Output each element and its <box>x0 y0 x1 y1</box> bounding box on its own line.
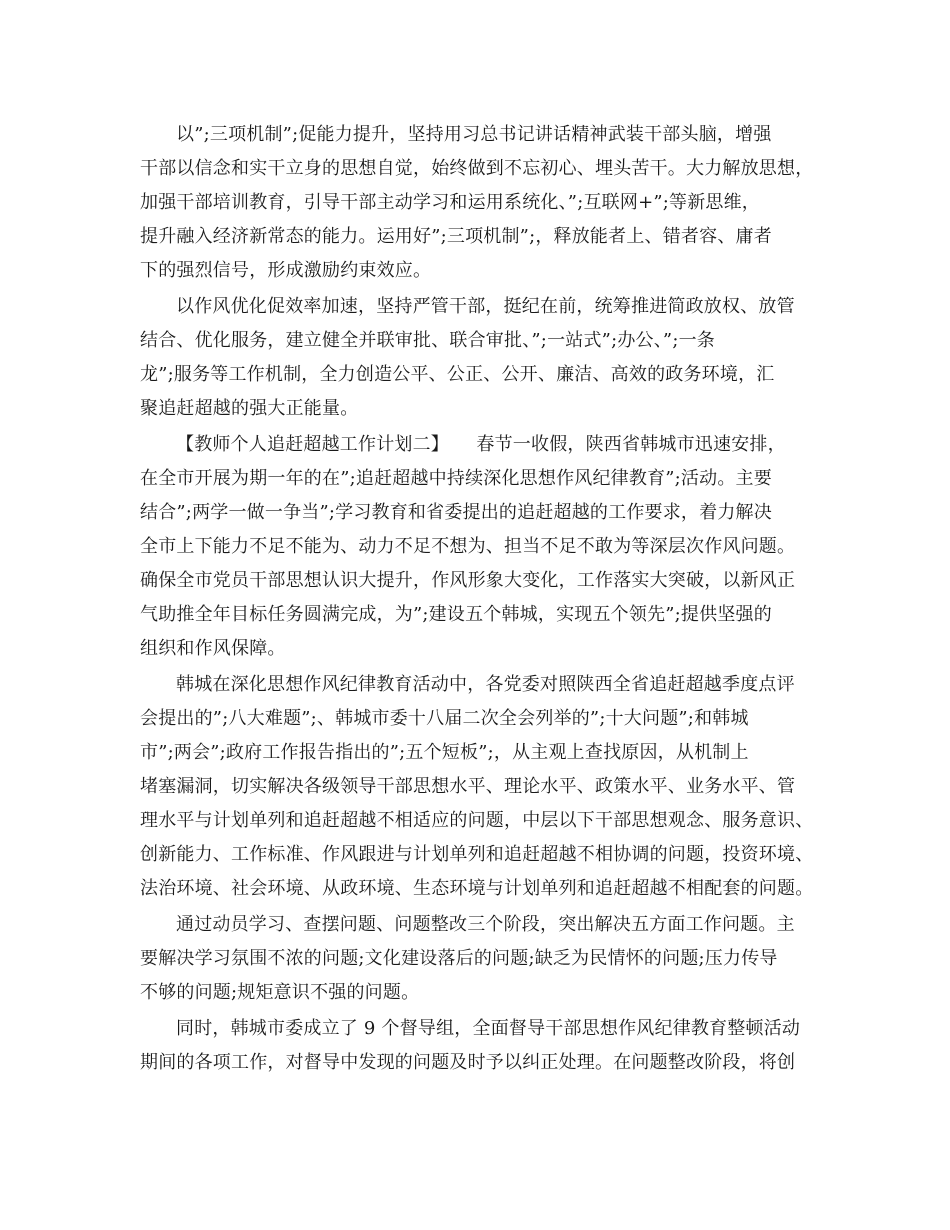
text-line: 在全市开展为期一年的在”;追赶超越中持续深化思想作风纪律教育”;活动。主要 <box>140 468 772 489</box>
text-line: 龙”;服务等工作机制，全力创造公平、公正、公开、廉洁、高效的政务环境，汇 <box>140 364 775 385</box>
text-line: 同时，韩城市委成立了 9 个督导组，全面督导干部思想作风纪律教育整顿活动 <box>176 1018 801 1039</box>
text-line: 期间的各项工作，对督导中发现的问题及时予以纠正处理。在问题整改阶段，将创 <box>140 1052 796 1073</box>
paragraph <box>140 428 820 666</box>
text-line: 通过动员学习、查摆问题、问题整改三个阶段，突出解决五方面工作问题。主 <box>176 914 795 935</box>
text-line: 不够的问题;规矩意识不强的问题。 <box>140 982 420 1003</box>
text-line: 法治环境、社会环境、从政环境、生态环境与计划单列和追赶超越不相配套的问题。 <box>140 878 814 899</box>
text-line: 要解决学习氛围不浓的问题;文化建设落后的问题;缺乏为民情怀的问题;压力传导 <box>140 948 778 969</box>
section-heading-line: 【教师个人追赶超越工作计划二】 春节一收假，陕西省韩城市迅速安排， <box>176 434 786 455</box>
text-line: 结合”;两学一做一争当”;学习教育和省委提出的追赶超越的工作要求，着力解决 <box>140 502 772 523</box>
text-line: 下的强烈信号，形成激励约束效应。 <box>140 260 432 281</box>
text-line: 全市上下能力不足不能为、动力不足不想为、担当不足不敢为等深层次作风问题。 <box>140 536 796 557</box>
text-line: 会提出的”;八大难题”;、韩城市委十八届二次全会列举的”;十大问题”;和韩城 <box>140 708 749 729</box>
paragraph <box>140 1012 820 1080</box>
paragraph <box>140 118 820 288</box>
text-line: 理水平与计划单列和追赶超越不相适应的问题，中层以下干部思想观念、服务意识、 <box>140 810 814 831</box>
text-line: 提升融入经济新常态的能力。运用好”;三项机制”;，释放能者上、错者容、庸者 <box>140 226 772 247</box>
text-line: 韩城在深化思想作风纪律教育活动中，各党委对照陕西全省追赶超越季度点评 <box>176 674 795 695</box>
paragraph <box>140 290 820 426</box>
text-line: 确保全市党员干部思想认识大提升，作风形象大变化，工作落实大突破，以新风正 <box>140 570 796 591</box>
text-line: 市”;两会”;政府工作报告指出的”;五个短板”;，从主观上查找原因，从机制上 <box>140 742 749 763</box>
text-line: 创新能力、工作标准、作风跟进与计划单列和追赶超越不相协调的问题，投资环境、 <box>140 844 814 865</box>
document-body <box>140 118 820 1080</box>
text-line: 气助推全年目标任务圆满完成，为”;建设五个韩城，实现五个领先”;提供坚强的 <box>140 604 772 625</box>
text-line: 聚追赶超越的强大正能量。 <box>140 398 359 419</box>
text-line: 堵塞漏洞，切实解决各级领导干部思想水平、理论水平、政策水平、业务水平、管 <box>140 776 796 797</box>
text-line: 结合、优化服务，建立健全并联审批、联合审批、”;一站式”;办公、”;一条 <box>140 330 715 351</box>
text-line: 组织和作风保障。 <box>140 638 286 659</box>
text-line: 以”;三项机制”;促能力提升，坚持用习总书记讲话精神武装干部头脑，增强 <box>176 124 772 145</box>
text-line: 加强干部培训教育，引导干部主动学习和运用系统化、”;互联网+”;等新思维， <box>140 192 761 213</box>
paragraph <box>140 668 820 906</box>
text-line: 以作风优化促效率加速，坚持严管干部，挺纪在前，统筹推进简政放权、放管 <box>176 296 795 317</box>
text-line: 干部以信念和实干立身的思想自觉，始终做到不忘初心、埋头苦干。大力解放思想， <box>140 158 814 179</box>
paragraph <box>140 908 820 1010</box>
